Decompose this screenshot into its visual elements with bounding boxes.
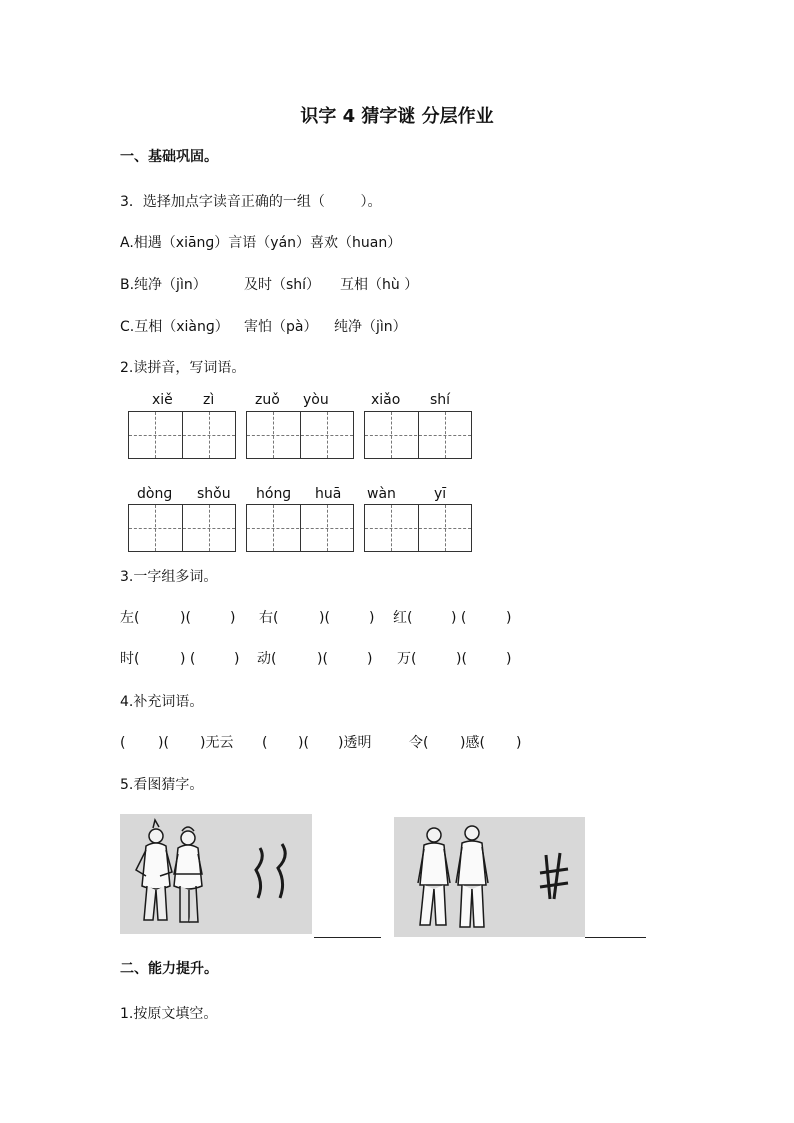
word-blank[interactable]: 红( [393,610,413,626]
word-blank[interactable]: ) [367,651,373,667]
pinyin-label: shǒu [197,486,231,502]
picture-two-people-standing [394,817,585,937]
word-blank[interactable]: ) [230,610,236,626]
pinyin-label: yòu [303,392,329,408]
word-blank[interactable]: 右( [259,610,279,626]
option-b-word3: 互相（hù ） [340,277,419,293]
writing-grid[interactable] [246,504,354,552]
word-blank[interactable]: )( [317,651,328,667]
pinyin-label: yī [434,486,447,502]
pinyin-label: xiě [152,392,173,408]
illustration [120,814,312,934]
fill-blank[interactable]: ( [262,735,268,751]
page-title: 识字 4 猜字谜 分层作业 [300,106,494,127]
word-blank[interactable]: ) ( [451,610,467,626]
question-original-stem: 1.按原文填空。 [120,1006,218,1022]
option-b-word1: B.纯净（jìn） [120,277,207,293]
option-a: A.相遇（xiānɡ）言语（yán）喜欢（huan） [120,235,402,251]
question-fill-stem: 4.补充词语。 [120,694,204,710]
pinyin-label: xiǎo [371,392,401,408]
question-words-stem: 3.一字组多词。 [120,569,218,585]
pinyin-label: zì [203,392,215,408]
word-blank[interactable]: ) [234,651,240,667]
fill-blank[interactable]: ) [516,735,522,751]
question-choose-stem: 3．选择加点字读音正确的一组（ ）。 [120,194,382,210]
fill-blank[interactable]: )透明 [338,735,372,751]
word-blank[interactable]: 万( [397,651,417,667]
writing-grid[interactable] [128,504,236,552]
fill-blank[interactable]: )感( [460,735,485,751]
picture-two-people-facing [120,814,312,934]
pinyin-label: zuǒ [255,392,280,408]
pinyin-label: shí [430,392,451,408]
pinyin-label: hónɡ [256,486,292,502]
word-blank[interactable]: ) [369,610,375,626]
answer-line[interactable] [314,937,381,938]
fill-blank[interactable]: ( [120,735,126,751]
word-blank[interactable]: ) [506,651,512,667]
writing-grid[interactable] [364,411,472,459]
fill-blank[interactable]: )无云 [200,735,234,751]
word-blank[interactable]: )( [456,651,467,667]
writing-grid[interactable] [128,411,236,459]
fill-blank[interactable]: )( [158,735,169,751]
word-blank[interactable]: 左( [120,610,140,626]
word-blank[interactable]: ) [506,610,512,626]
fill-blank[interactable]: )( [298,735,309,751]
section-heading-ability: 二、能力提升。 [120,961,218,977]
option-c-word2: 害怕（pà） [244,319,318,335]
question-guess-stem: 5.看图猜字。 [120,777,204,793]
illustration [394,817,585,937]
option-b-word2: 及时（shí） [244,277,321,293]
writing-grid[interactable] [364,504,472,552]
answer-line[interactable] [585,937,646,938]
word-blank[interactable]: )( [319,610,330,626]
section-heading-basic: 一、基础巩固。 [120,149,218,165]
pinyin-label: huā [315,486,342,502]
writing-grid[interactable] [246,411,354,459]
option-c-word1: C.互相（xiànɡ） [120,319,229,335]
word-blank[interactable]: 动( [257,651,277,667]
question-pinyin-stem: 2.读拼音，写词语。 [120,360,246,376]
word-blank[interactable]: )( [180,610,191,626]
word-blank[interactable]: ) ( [180,651,196,667]
fill-blank[interactable]: 令( [409,735,429,751]
pinyin-label: dònɡ [137,486,173,502]
pinyin-label: wàn [367,486,396,502]
option-c-word3: 纯净（jìn） [334,319,407,335]
word-blank[interactable]: 时( [120,651,140,667]
